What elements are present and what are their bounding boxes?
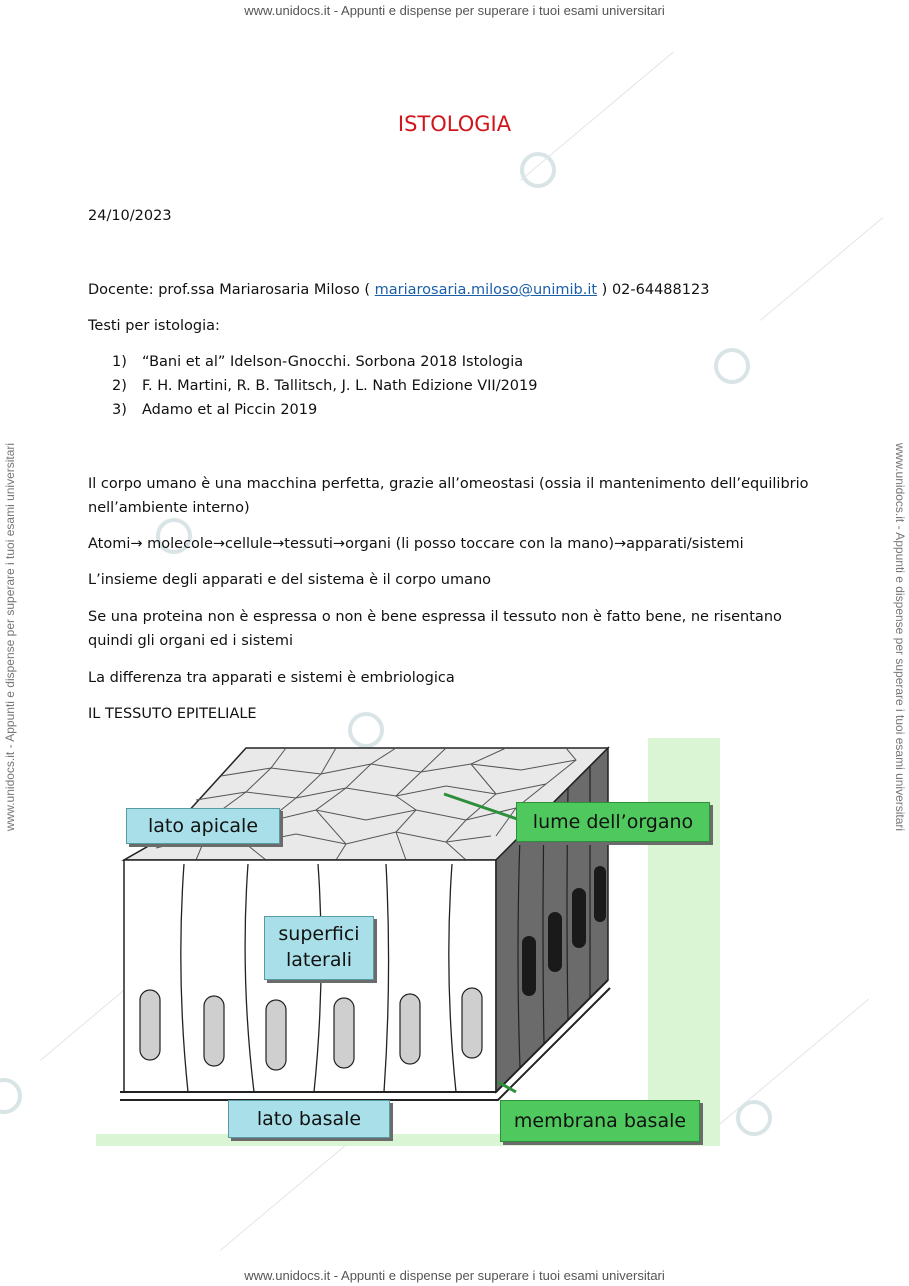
docente-prefix: Docente: prof.ssa Mariarosaria Miloso ( [88,282,375,298]
document-title: ISTOLOGIA [397,112,512,136]
header-watermark: www.unidocs.it - Appunti e dispense per superare i tuoi esami universitari [244,3,665,18]
document-date: 24/10/2023 [88,208,172,224]
arrow-icon: → [614,536,627,552]
list-item: 1) “Bani et al” Idelson-Gnocchi. Sorbona 2018 Istologia [112,354,524,370]
label-lato-basale: lato basale [228,1100,390,1138]
arrow-icon: → [130,536,143,552]
label-superfici-laterali: superfici laterali [264,916,374,980]
footer-watermark: www.unidocs.it - Appunti e dispense per superare i tuoi esami universitari [244,1268,665,1283]
docente-email-link[interactable]: mariarosaria.miloso@unimib.it [374,282,598,298]
label-membrana-basale: membrana basale [500,1100,700,1142]
label-lume-organo: lume dell’organo [516,802,710,842]
docente-line [88,278,709,302]
paragraph-differenza: La differenza tra apparati e sistemi è embriologica [88,670,455,686]
paragraph-proteina: Se una proteina non è espressa o non è bene espressa il tessuto non è fatto bene, ne risentano quindi gli organi ed i sistemi [88,609,782,649]
section-heading: IL TESSUTO EPITELIALE [88,706,257,722]
paragraph-omeostasi: Il corpo umano è una macchina perfetta, grazie all’omeostasi (ossia il mantenimento dell’equilibrio nell’ambiente interno) [88,476,809,516]
list-item: 3) Adamo et al Piccin 2019 [112,402,318,418]
arrow-icon: → [212,536,226,552]
docente-suffix: ) 02-64488123 [597,282,710,298]
hierarchy-line: Atomi→ molecole→cellule→tessuti→organi (li posso toccare con la mano)→apparati/sistemi [88,536,744,552]
watermark-line [760,217,883,321]
testi-list [112,350,538,422]
arrow-icon: → [272,536,285,552]
right-side-watermark: www.unidocs.it - Appunti e dispense per superare i tuoi esami universitari [893,442,907,832]
watermark-icon [714,348,750,384]
arrow-icon: → [332,536,346,552]
watermark-line [220,1134,359,1250]
list-item: 2) F. H. Martini, R. B. Tallitsch, J. L. Nath Edizione VII/2019 [112,378,538,394]
epithelium-illustration [96,736,726,1148]
paragraph-insieme: L’insieme degli apparati e del sistema è il corpo umano [88,572,492,588]
label-lato-apicale: lato apicale [126,808,280,844]
epithelial-tissue-figure [96,736,726,1148]
left-side-watermark: www.unidocs.it - Appunti e dispense per superare i tuoi esami universitari [3,442,17,832]
testi-heading: Testi per istologia: [88,318,220,334]
watermark-icon [0,1078,22,1114]
watermark-icon [520,152,556,188]
